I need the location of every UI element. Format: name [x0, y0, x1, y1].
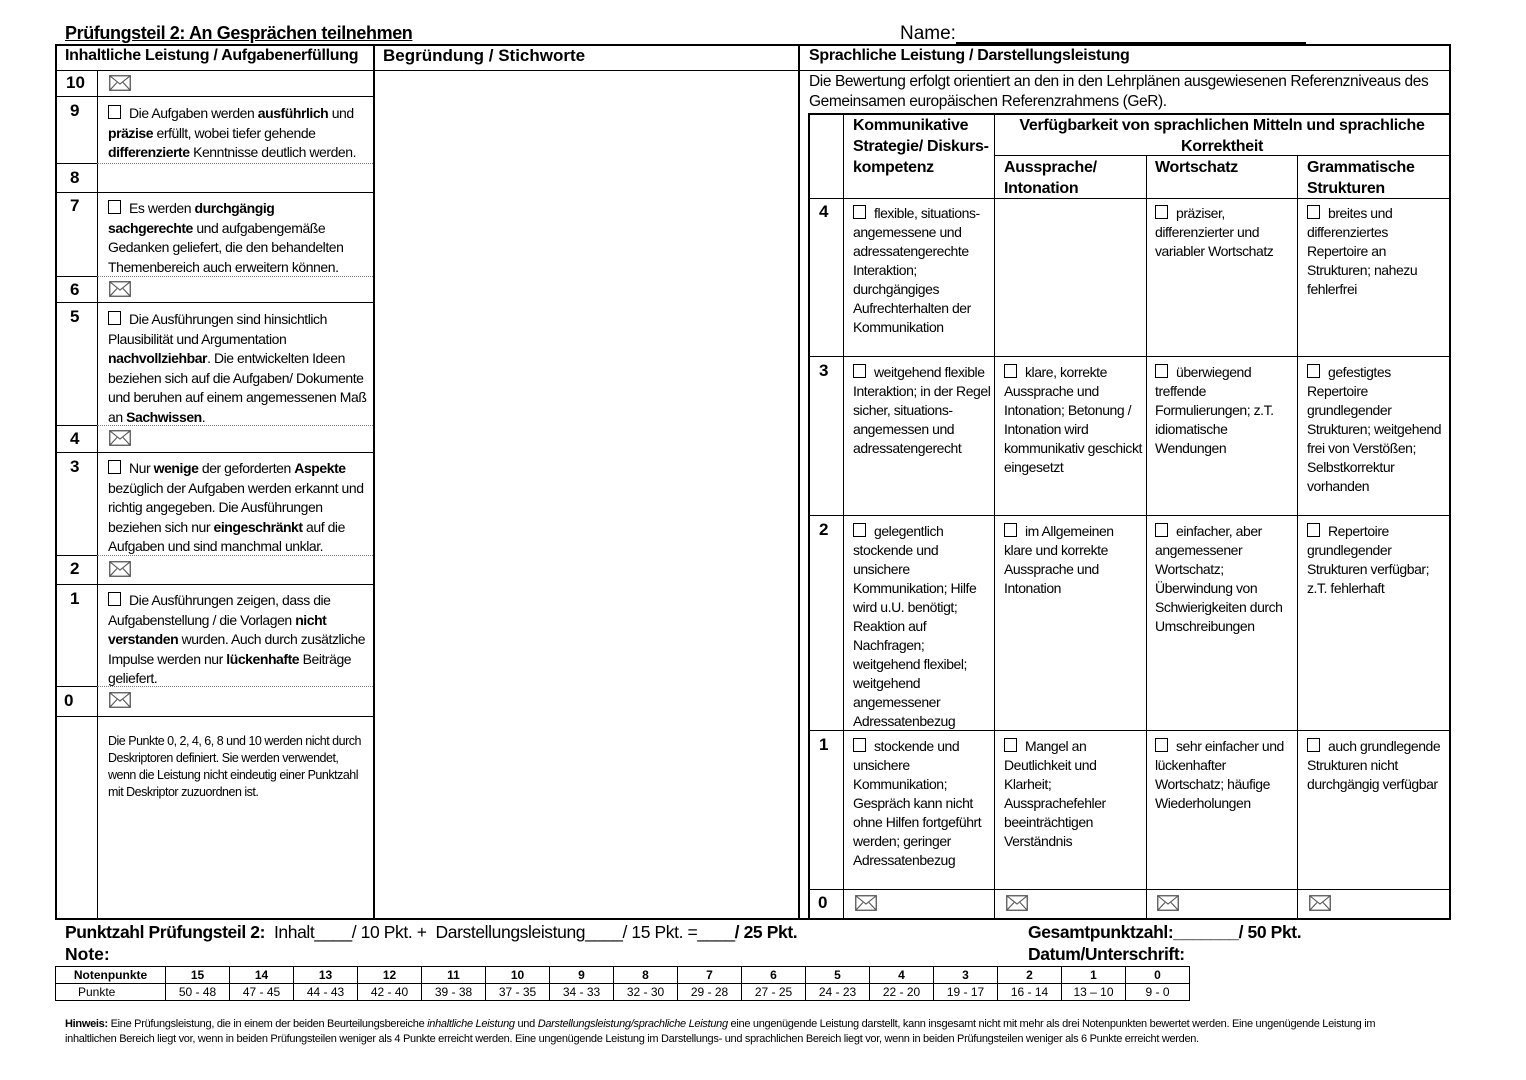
grade-cell: 19 - 17 — [934, 984, 998, 1001]
envelope-icon[interactable] — [109, 430, 131, 446]
date-signature-label: Datum/Unterschrift: — [1028, 944, 1185, 964]
col-vocabulary: Wortschatz — [1155, 159, 1238, 176]
checkbox[interactable] — [1004, 738, 1017, 752]
checkbox[interactable] — [853, 523, 866, 537]
lang-2-vocab: einfacher, aber angemessener Wortschatz; Überwindung von Schwierigkeiten durch Umschreibungen — [1155, 523, 1283, 634]
col-grammar: Grammatische Strukturen — [1307, 159, 1415, 197]
checkbox[interactable] — [853, 364, 866, 378]
grade-cell: 14 — [230, 967, 294, 984]
lang-4-grammar: breites und differenziertes Repertoire an Strukturen; nahezu fehlerfrei — [1307, 205, 1418, 297]
grade-cell: 13 – 10 — [1062, 984, 1126, 1001]
checkbox[interactable] — [108, 200, 121, 214]
grade-cell: 8 — [614, 967, 678, 984]
grade-cell: 29 - 28 — [678, 984, 742, 1001]
lang-points-2: 2 — [819, 520, 829, 539]
grade-cell: 12 — [358, 967, 422, 984]
grade-row-label: Notenpunkte — [56, 967, 166, 984]
envelope-icon[interactable] — [109, 692, 131, 708]
envelope-icon[interactable] — [855, 895, 877, 911]
checkbox[interactable] — [853, 738, 866, 752]
col-group: Verfügbarkeit von sprachlichen Mitteln und sprachliche Korrektheit — [1019, 117, 1425, 155]
points-9: 9 — [70, 101, 80, 120]
checkbox[interactable] — [1155, 738, 1168, 752]
lang-points-3: 3 — [819, 361, 829, 380]
points-10: 10 — [66, 73, 85, 92]
envelope-icon[interactable] — [109, 561, 131, 577]
checkbox[interactable] — [1004, 364, 1017, 378]
summary-line: Punktzahl Prüfungsteil 2: Inhalt____/ 10 Pkt. + Darstellungsleistung____/ 15 Pkt. =____/ 25 Pkt. — [65, 922, 798, 942]
grade-cell: 47 - 45 — [230, 984, 294, 1001]
points-2: 2 — [70, 559, 80, 578]
intro-text: Die Bewertung erfolgt orientiert an den in den Lehrplänen ausgewiesenen Referenzniveaus des Gemeinsamen europäischen Referenzrahmens (GeR). — [809, 73, 1429, 110]
page-title: Prüfungsteil 2: An Gesprächen teilnehmen — [65, 23, 413, 43]
lang-points-0: 0 — [818, 893, 828, 912]
descriptor-5: Die Ausführungen sind hinsichtlich Plausibilität und Argumentation nachvollziehbar. Die entwickelten Ideen beziehen sich auf die Aufgaben/ Dokumente und beruhen auf einem angemessenen Maß an Sachwissen. — [108, 311, 367, 425]
grade-cell: 16 - 14 — [998, 984, 1062, 1001]
descriptor-7: Es werden durchgängig sachgerechte und aufgabengemäße Gedanken geliefert, die den behandelten Themenbereich auch erweitern können. — [108, 200, 344, 275]
checkbox[interactable] — [1004, 523, 1017, 537]
points-0: 0 — [64, 691, 74, 710]
header-language: Sprachliche Leistung / Darstellungsleistung — [809, 47, 1130, 64]
lang-3-grammar: gefestigtes Repertoire grundlegender Strukturen; weitgehend frei von Verstößen; Selbstkorrektur vorhanden — [1307, 364, 1442, 494]
grade-cell: 3 — [934, 967, 998, 984]
lang-2-pronunciation: im Allgemeinen klare und korrekte Aussprache und Intonation — [1004, 523, 1114, 596]
grade-cell: 24 - 23 — [806, 984, 870, 1001]
grade-cell: 6 — [742, 967, 806, 984]
points-1: 1 — [70, 589, 80, 608]
checkbox[interactable] — [108, 105, 121, 119]
col-strategy: Kommunikative Strategie/ Diskurs-kompetenz — [853, 117, 989, 176]
lang-4-strategy: flexible, situations-angemessene und adressatengerechte Interaktion; durchgängiges Aufrechterhalten der Kommunikation — [853, 205, 980, 335]
grade-cell: 5 — [806, 967, 870, 984]
descriptor-9: Die Aufgaben werden ausführlich und präzise erfüllt, wobei tiefer gehende differenzierte Kenntnisse deutlich werden. — [108, 105, 357, 160]
checkbox[interactable] — [1307, 205, 1320, 219]
lang-3-strategy: weitgehend flexible Interaktion; in der Regel sicher, situations-angemessen und adressatengerecht — [853, 364, 991, 456]
lang-1-strategy: stockende und unsichere Kommunikation; Gespräch kann nicht ohne Hilfen fortgeführt werden; geringer Adressatenbezug — [853, 738, 982, 868]
grade-cell: 13 — [294, 967, 358, 984]
lang-2-strategy: gelegentlich stockende und unsichere Kommunikation; Hilfe wird u.U. benötigt; Reaktion auf Nachfragen; weitgehend flexibel; weitgehend angemessener Adressatenbezug — [853, 523, 977, 729]
grade-table — [55, 966, 1190, 1001]
lang-3-pronunciation: klare, korrekte Aussprache und Intonation; Betonung / Intonation wird kommunikativ geschickt eingesetzt — [1004, 364, 1142, 475]
descriptor-1: Die Ausführungen zeigen, dass die Aufgabenstellung / die Vorlagen nicht verstanden wurden. Auch durch zusätzliche Impulse werden nur lückenhafte Beiträge geliefert. — [108, 592, 366, 686]
grade-cell: 2 — [998, 967, 1062, 984]
grade-cell: 32 - 30 — [614, 984, 678, 1001]
envelope-icon[interactable] — [1006, 895, 1028, 911]
grade-cell: 11 — [422, 967, 486, 984]
checkbox[interactable] — [108, 592, 121, 606]
checkbox[interactable] — [1307, 364, 1320, 378]
footnote: Die Punkte 0, 2, 4, 6, 8 und 10 werden nicht durch Deskriptoren definiert. Sie werden verwendet, wenn die Leistung nicht eindeutig einer Punktzahl mit Deskriptor zuzuordnen ist. — [108, 734, 361, 799]
grade-cell: 1 — [1062, 967, 1126, 984]
lang-1-vocab: sehr einfacher und lückenhafter Wortschatz; häufige Wiederholungen — [1155, 738, 1284, 811]
descriptor-3: Nur wenige der geforderten Aspekte bezüglich der Aufgaben werden erkannt und richtig angegeben. Die Ausführungen beziehen sich nur eingeschränkt auf die Aufgaben und sind manchmal unklar. — [108, 460, 364, 554]
reason-notes-area[interactable] — [375, 72, 795, 916]
points-4: 4 — [70, 429, 80, 448]
grade-cell: 9 — [550, 967, 614, 984]
grade-cell: 22 - 20 — [870, 984, 934, 1001]
points-7: 7 — [70, 196, 80, 215]
lang-1-grammar: auch grundlegende Strukturen nicht durchgängig verfügbar — [1307, 738, 1441, 792]
envelope-icon[interactable] — [109, 75, 131, 91]
header-content: Inhaltliche Leistung / Aufgabenerfüllung — [65, 47, 359, 64]
grade-cell: 10 — [486, 967, 550, 984]
lang-points-4: 4 — [819, 202, 829, 221]
envelope-icon[interactable] — [1309, 895, 1331, 911]
grade-cell: 34 - 33 — [550, 984, 614, 1001]
checkbox[interactable] — [1155, 205, 1168, 219]
checkbox[interactable] — [108, 460, 121, 474]
checkbox[interactable] — [1155, 523, 1168, 537]
envelope-icon[interactable] — [109, 281, 131, 297]
lang-4-vocab: präziser, differenzierter und variabler Wortschatz — [1155, 205, 1274, 259]
points-3: 3 — [70, 457, 80, 476]
grade-cell: 39 - 38 — [422, 984, 486, 1001]
grade-cell: 0 — [1126, 967, 1190, 984]
grade-cell: 7 — [678, 967, 742, 984]
grade-row-label: Punkte — [56, 984, 166, 1001]
col-pronunciation: Aussprache/ Intonation — [1004, 159, 1097, 197]
checkbox[interactable] — [853, 205, 866, 219]
grade-cell: 50 - 48 — [166, 984, 230, 1001]
grade-cell: 4 — [870, 967, 934, 984]
lang-1-pronunciation: Mangel an Deutlichkeit und Klarheit; Aussprachefehler beeinträchtigen Verständnis — [1004, 738, 1106, 849]
grade-cell: 44 - 43 — [294, 984, 358, 1001]
envelope-icon[interactable] — [1157, 895, 1179, 911]
checkbox[interactable] — [1307, 738, 1320, 752]
hint-text: Hinweis: Eine Prüfungsleistung, die in einem der beiden Beurteilungsbereiche inhaltliche Leistung und Darstellungsleistung/sprachliche Leistung eine ungenügende Leistung darstellt, kann insgesamt nicht mit mehr als drei Notenpunkten bewertet werden. Eine ungenügende Leistung im inhaltlichen Bereich liegt vor, wenn in beiden Prüfungsteilen weniger als 4 Punkte erreicht werden. Eine ungenügende Leistung im Darstellungs- und sprachlichen Bereich liegt vor, wenn in beiden Prüfungsteilen weniger als 6 Punkte erreicht werden. — [65, 1018, 1376, 1045]
checkbox[interactable] — [1155, 364, 1168, 378]
grade-cell: 15 — [166, 967, 230, 984]
grade-cell: 42 - 40 — [358, 984, 422, 1001]
grade-cell: 9 - 0 — [1126, 984, 1190, 1001]
lang-points-1: 1 — [819, 735, 829, 754]
checkbox[interactable] — [1307, 523, 1320, 537]
header-reason: Begründung / Stichworte — [383, 46, 586, 65]
lang-2-grammar: Repertoire grundlegender Strukturen verfügbar; z.T. fehlerhaft — [1307, 523, 1430, 596]
points-5: 5 — [70, 307, 80, 326]
name-label: Name: — [900, 23, 956, 44]
checkbox[interactable] — [108, 311, 121, 325]
grade-cell: 37 - 35 — [486, 984, 550, 1001]
total-score: Gesamtpunktzahl:_______/ 50 Pkt. — [1028, 922, 1302, 942]
points-8: 8 — [70, 168, 80, 187]
lang-3-vocab: überwiegend treffende Formulierungen; z.T. idiomatische Wendungen — [1155, 364, 1274, 456]
points-6: 6 — [70, 280, 80, 299]
grade-cell: 27 - 25 — [742, 984, 806, 1001]
note-label: Note: — [65, 944, 110, 964]
